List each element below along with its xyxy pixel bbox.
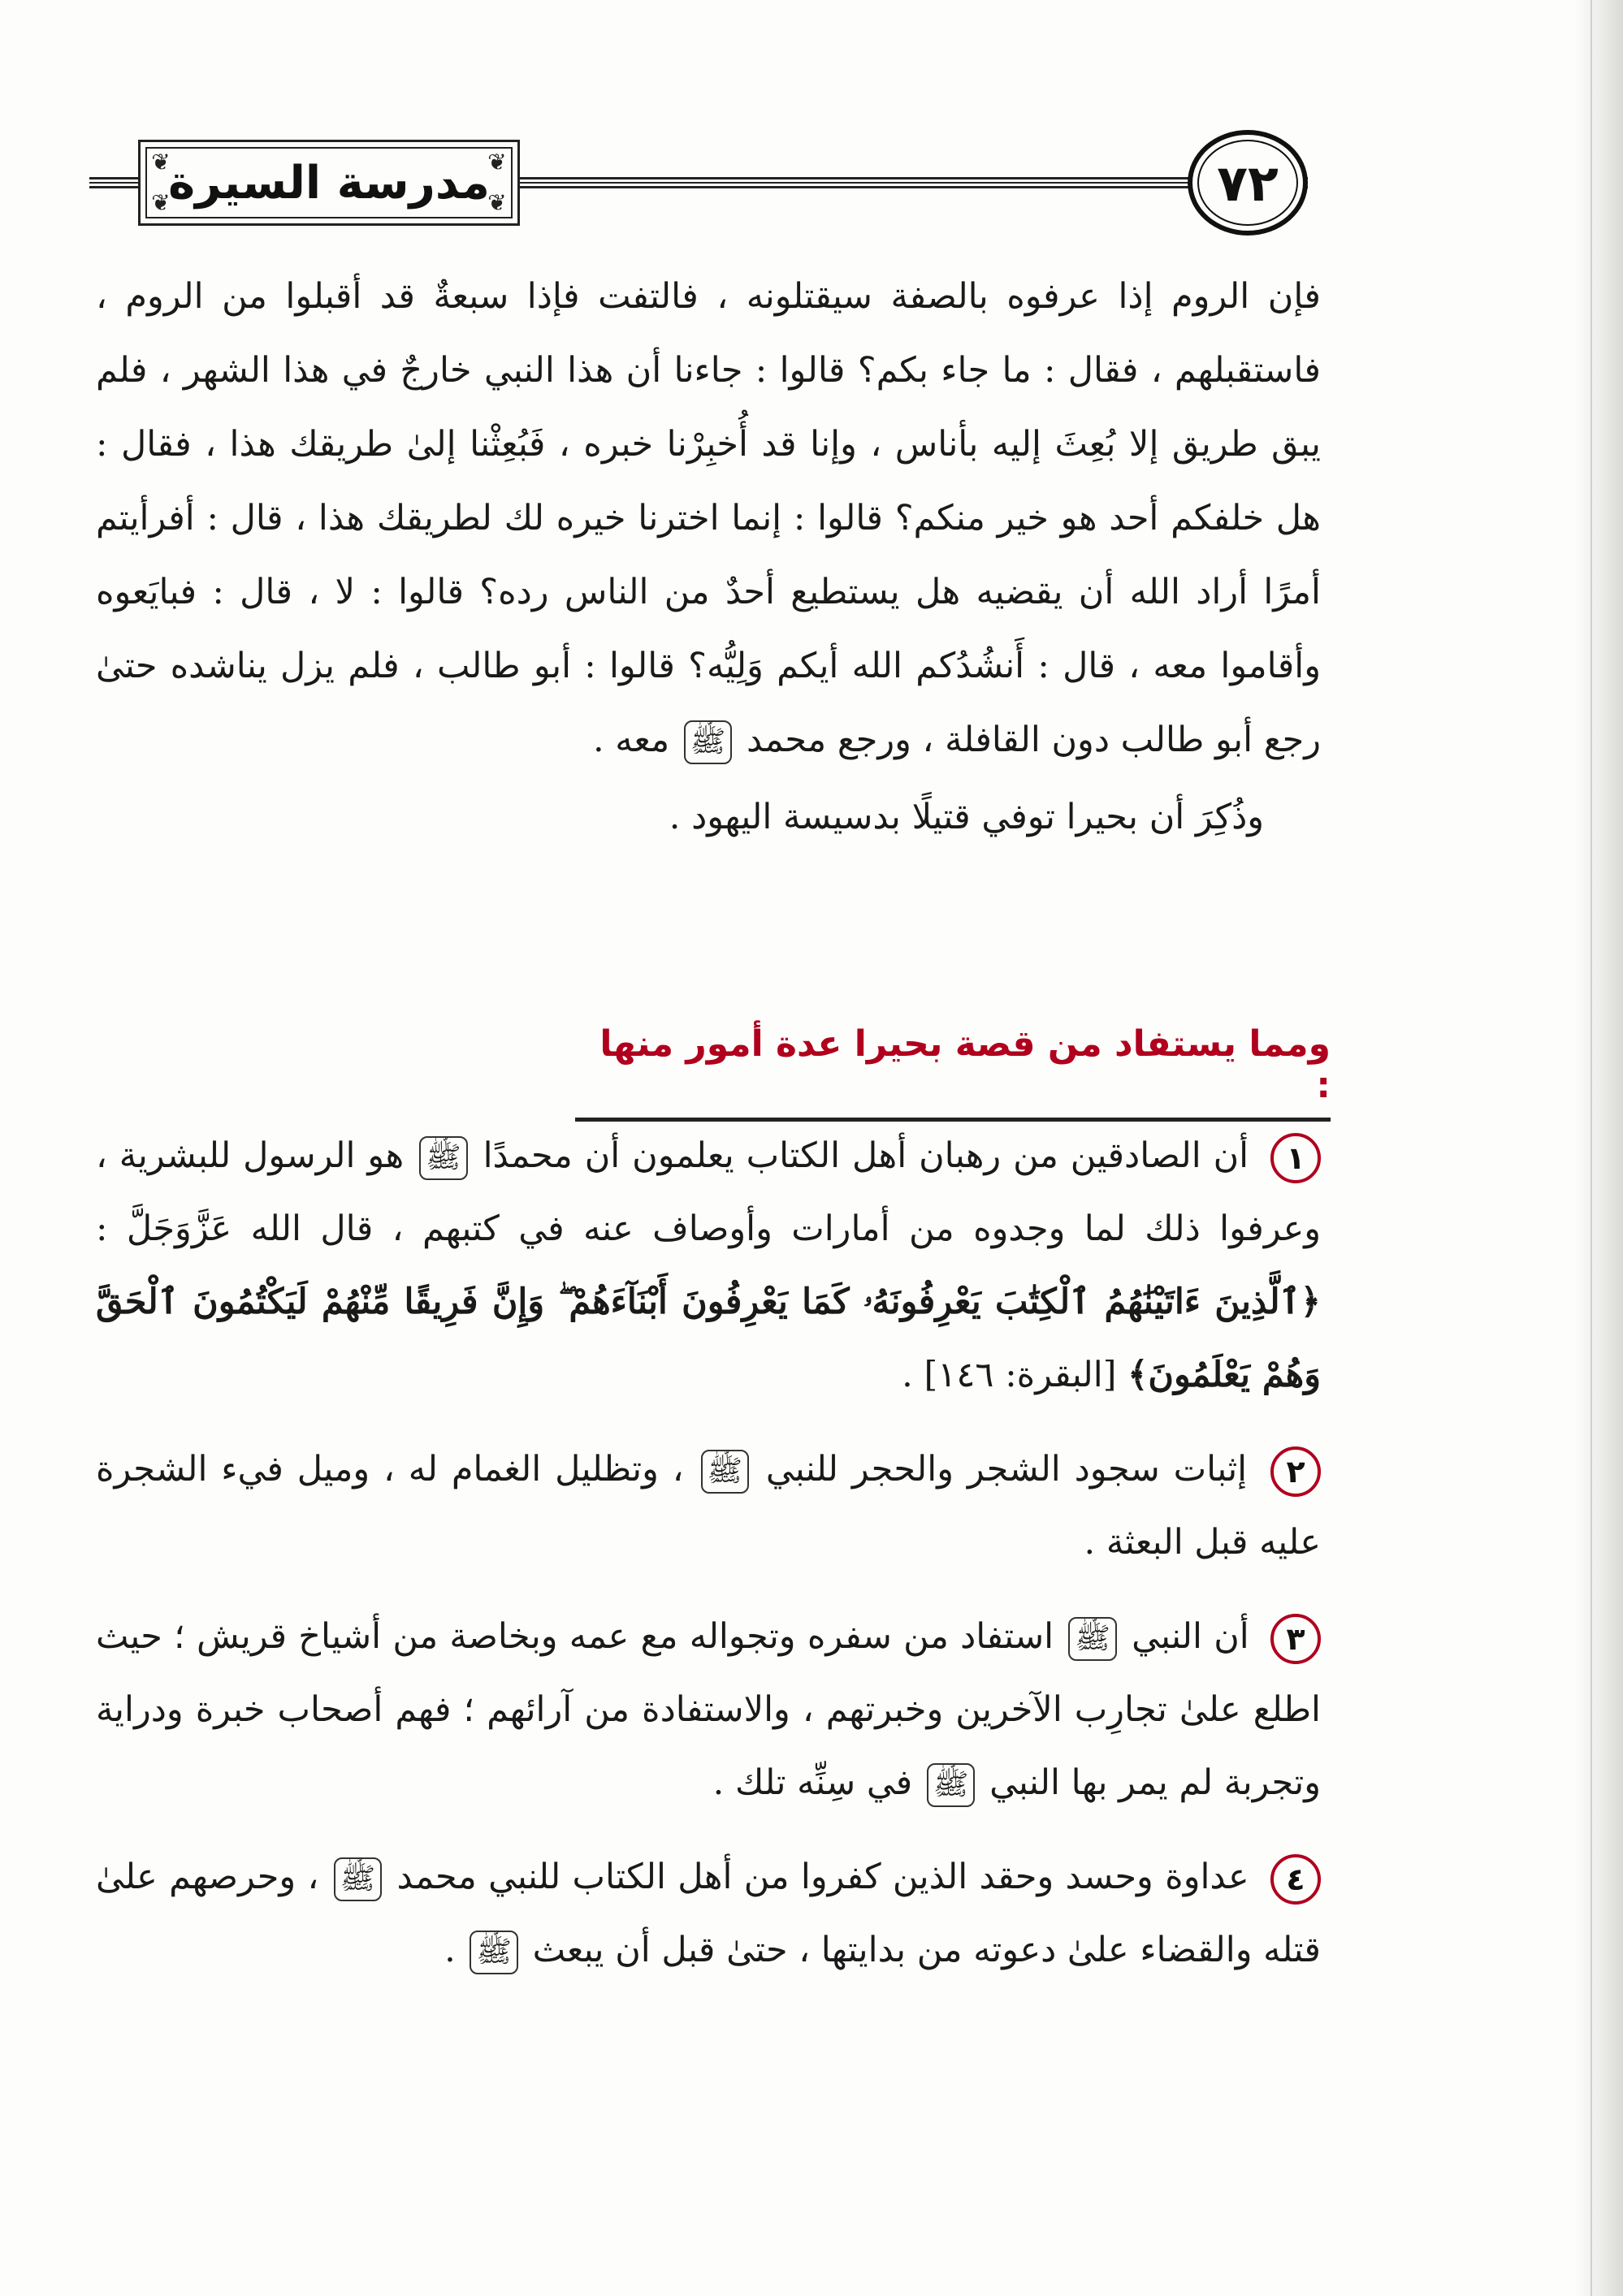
ornament-icon: ❦	[151, 149, 171, 175]
ornament-icon: ❦	[487, 149, 507, 175]
body-text	[96, 260, 1321, 854]
point-number: ١	[1270, 1133, 1321, 1183]
salawat-symbol: ﷺ	[684, 720, 733, 764]
list-item	[96, 1840, 1321, 1987]
point-text: استفاد من سفره وتجواله مع عمه وبخاصة من أشياخ قريش ؛ حيث اطلع علىٰ تجارِب الآخرين وخبرتهم ، والاستفادة من آرائهم ؛ فهم أصحاب خبرة ودراية وتجربة لم يمر بها النبي	[96, 1616, 1321, 1803]
list-item	[96, 1600, 1321, 1819]
point-text: هو الرسول للبشرية ، وعرفوا ذلك لما وجدوه من أمارات وأوصاف عنه في كتبهم ، قال الله عَزَّوَجَلَّ :	[96, 1135, 1321, 1249]
point-text: ، وحرصهم علىٰ قتله والقضاء علىٰ دعوته من بدايتها ، حتىٰ قبل أن يبعث	[96, 1857, 1321, 1970]
ornament-icon: ❦	[151, 189, 171, 216]
quran-verse: ﴿ٱلَّذِينَ ءَاتَيْنَٰهُمُ ٱلْكِتَٰبَ يَعْرِفُونَهُۥ كَمَا يَعْرِفُونَ أَبْنَآءَهُمْ ۖ وَإِنَّ فَرِيقًا مِّنْهُمْ لَيَكْتُمُونَ ٱلْحَقَّ وَهُمْ يَعْلَمُونَ﴾	[96, 1282, 1321, 1395]
salawat-symbol: ﷺ	[470, 1931, 518, 1974]
salawat-symbol: ﷺ	[927, 1763, 976, 1807]
paragraph	[96, 780, 1321, 854]
salawat-symbol: ﷺ	[701, 1450, 750, 1494]
paragraph-text: وذُكِرَ أن بحيرا توفي قتيلًا بدسيسة اليهود .	[669, 797, 1264, 837]
point-number: ٤	[1270, 1854, 1321, 1905]
salawat-symbol: ﷺ	[334, 1857, 383, 1901]
point-text: في سِنِّه تلك .	[712, 1762, 913, 1803]
salawat-symbol: ﷺ	[1068, 1617, 1117, 1661]
point-text: ، وتظليل الغمام له ، وميل فيء الشجرة عليه قبل البعثة .	[96, 1449, 1321, 1563]
ornament-icon: ❦	[487, 189, 507, 216]
paragraph	[96, 260, 1321, 777]
paragraph-text: فإن الروم إذا عرفوه بالصفة سيقتلونه ، فالتفت فإذا سبعةٌ قد أقبلوا من الروم ، فاستقبلهم ، فقال : ما جاء بكم؟ قالوا : جاءنا أن هذا النبي خارجٌ في هذا الشهر ، فلم يبق طريق إلا بُعِثَ إليه بأناس ، وإنا قد أُخبِرْنا خبره ، فَبُعِثْنا إلىٰ طريقك هذا ، فقال : هل خلفكم أحد هو خير منكم؟ قالوا : إنما اخترنا خيره لك لطريقك هذا ، قال : أفرأيتم أمرًا أراد الله أن يقضيه هل يستطيع أحدٌ من الناس رده؟ قالوا : لا ، قال : فبايَعوه وأقاموا معه ، قال : أَنشُدُكم الله أيكم وَلِيُّه؟ قالوا : أبو طالب ، فلم يزل يناشده حتىٰ رجع أبو طالب دون القافلة ، ورجع محمد	[96, 276, 1321, 760]
point-number: ٣	[1270, 1614, 1321, 1664]
section-heading: ومما يستفاد من قصة بحيرا عدة أمور منها :	[575, 1023, 1331, 1122]
page-number	[1188, 130, 1308, 236]
list-item	[96, 1433, 1321, 1579]
point-text: إثبات سجود الشجر والحجر للنبي	[765, 1449, 1248, 1490]
point-text: أن الصادقين من رهبان أهل الكتاب يعلمون أن محمدًا	[483, 1135, 1249, 1176]
point-text: أن النبي	[1132, 1616, 1249, 1657]
salawat-symbol: ﷺ	[419, 1136, 468, 1180]
point-text: عداوة وحسد وحقد الذين كفروا من أهل الكتاب للنبي محمد	[396, 1857, 1249, 1897]
list-item	[96, 1119, 1321, 1412]
book-title-frame	[138, 140, 520, 226]
book-title: مدرسة السيرة	[168, 156, 490, 210]
paragraph-text: معه .	[592, 720, 670, 760]
page-edge	[1574, 0, 1623, 2296]
point-text: .	[444, 1930, 456, 1970]
point-number: ٢	[1270, 1446, 1321, 1497]
verse-reference: [البقرة: ١٤٦] .	[902, 1355, 1117, 1395]
page-number-text: ٧٢	[1217, 153, 1279, 213]
points-list	[96, 1119, 1321, 2008]
page-header	[89, 130, 1308, 236]
